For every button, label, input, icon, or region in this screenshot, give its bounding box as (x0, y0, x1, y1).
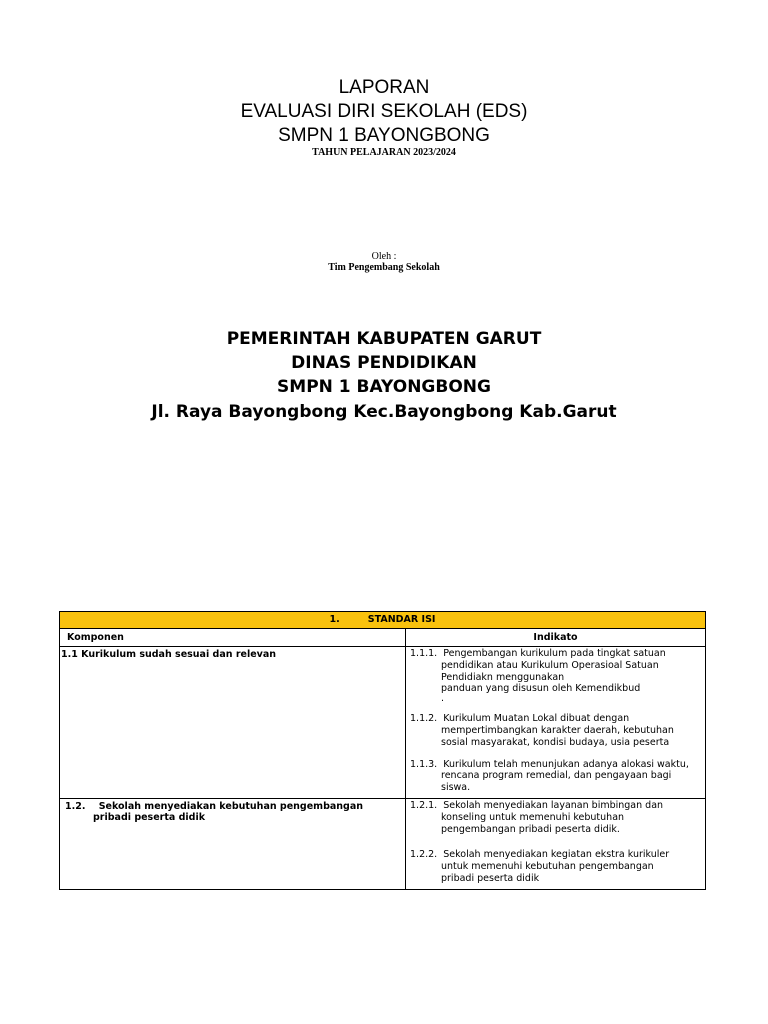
section-header-row (60, 612, 706, 629)
indikator-cell (406, 798, 706, 889)
government-address: Jl. Raya Bayongbong Kec.Bayongbong Kab.Garut (151, 402, 617, 422)
indikator-number: 1.1.2. (410, 713, 438, 725)
by-label: Oleh : (371, 251, 397, 262)
table-row (60, 647, 706, 799)
indikator-line: pendidikan atau Kurikulum Operasioal Satuan (441, 659, 659, 671)
indikator-line: panduan yang disusun oleh Kemendikbud (441, 683, 641, 695)
column-header-komponen: Komponen (60, 629, 406, 647)
section-header (60, 612, 706, 629)
section-title: STANDAR ISI (367, 614, 436, 625)
indikator-item (410, 849, 701, 884)
government-line2: DINAS PENDIDIKAN (291, 353, 477, 373)
komponen-cell (60, 798, 406, 889)
indikator-line: Pendidiakn menggunakan (441, 671, 565, 683)
indikator-text: Kurikulum Muatan Lokal dibuat dengan (443, 713, 630, 725)
table-row (60, 798, 706, 889)
indikator-first-line (410, 713, 701, 725)
column-header-row (60, 629, 706, 647)
indikator-line: sosial masyarakat, kondisi budaya, usia peserta (441, 736, 670, 748)
indikator-line: untuk memenuhi kebutuhan pengembangan (441, 861, 654, 873)
indikator-line: . (441, 693, 445, 705)
indikator-number: 1.2.1. (410, 799, 438, 811)
eds-table (59, 611, 706, 890)
indikator-text: Sekolah menyediakan kegiatan ekstra kurikuler (443, 849, 670, 861)
indikator-item (410, 800, 701, 835)
indikator-number: 1.1.3. (410, 758, 438, 770)
report-year: TAHUN PELAJARAN 2023/2024 (312, 147, 456, 158)
indikator-first-line (410, 648, 701, 660)
indikator-text: Pengembangan kurikulum pada tingkat satuan (443, 648, 666, 659)
indikator-line: rencana program remedial, dan pengayaan bagi (441, 770, 672, 782)
indikator-first-line (410, 800, 701, 812)
komponen-cell: 1.1 Kurikulum sudah sesuai dan relevan (60, 647, 406, 799)
indikator-line: siswa. (441, 782, 471, 794)
column-header-indikator: Indikato (406, 629, 706, 647)
komponen-text-continued: pribadi peserta didik (93, 811, 206, 823)
report-title-line1: LAPORAN (338, 77, 430, 98)
indikator-text: Kurikulum telah menunjukan adanya alokasi waktu, (443, 758, 689, 770)
komponen-number: 1.2. (65, 800, 86, 812)
indikator-cell (406, 647, 706, 799)
indikator-first-line (410, 759, 701, 771)
indikator-item (410, 713, 701, 748)
report-title-line3: SMPN 1 BAYONGBONG (278, 125, 490, 146)
komponen-text: Sekolah menyediakan kebutuhan pengembangan (98, 800, 364, 812)
indikator-number: 1.1.1. (410, 648, 438, 659)
indikator-line: konseling untuk memenuhi kebutuhan (441, 811, 625, 823)
by-name: Tim Pengembang Sekolah (328, 262, 440, 273)
indikator-line: pengembangan pribadi peserta didik. (441, 823, 620, 835)
report-title-line2: EVALUASI DIRI SEKOLAH (EDS) (240, 101, 528, 122)
government-line3: SMPN 1 BAYONGBONG (277, 377, 491, 397)
indikator-line: mempertimbangkan karakter daerah, kebutuhan (441, 724, 674, 736)
indikator-text: Sekolah menyediakan layanan bimbingan dan (443, 799, 664, 811)
indikator-line: pribadi peserta didik (441, 872, 540, 884)
indikator-number: 1.2.2. (410, 849, 438, 861)
indikator-first-line (410, 849, 701, 861)
government-line1: PEMERINTAH KABUPATEN GARUT (226, 329, 542, 349)
section-number: 1. (329, 614, 340, 625)
indikator-item (410, 648, 701, 703)
indikator-item (410, 759, 701, 794)
